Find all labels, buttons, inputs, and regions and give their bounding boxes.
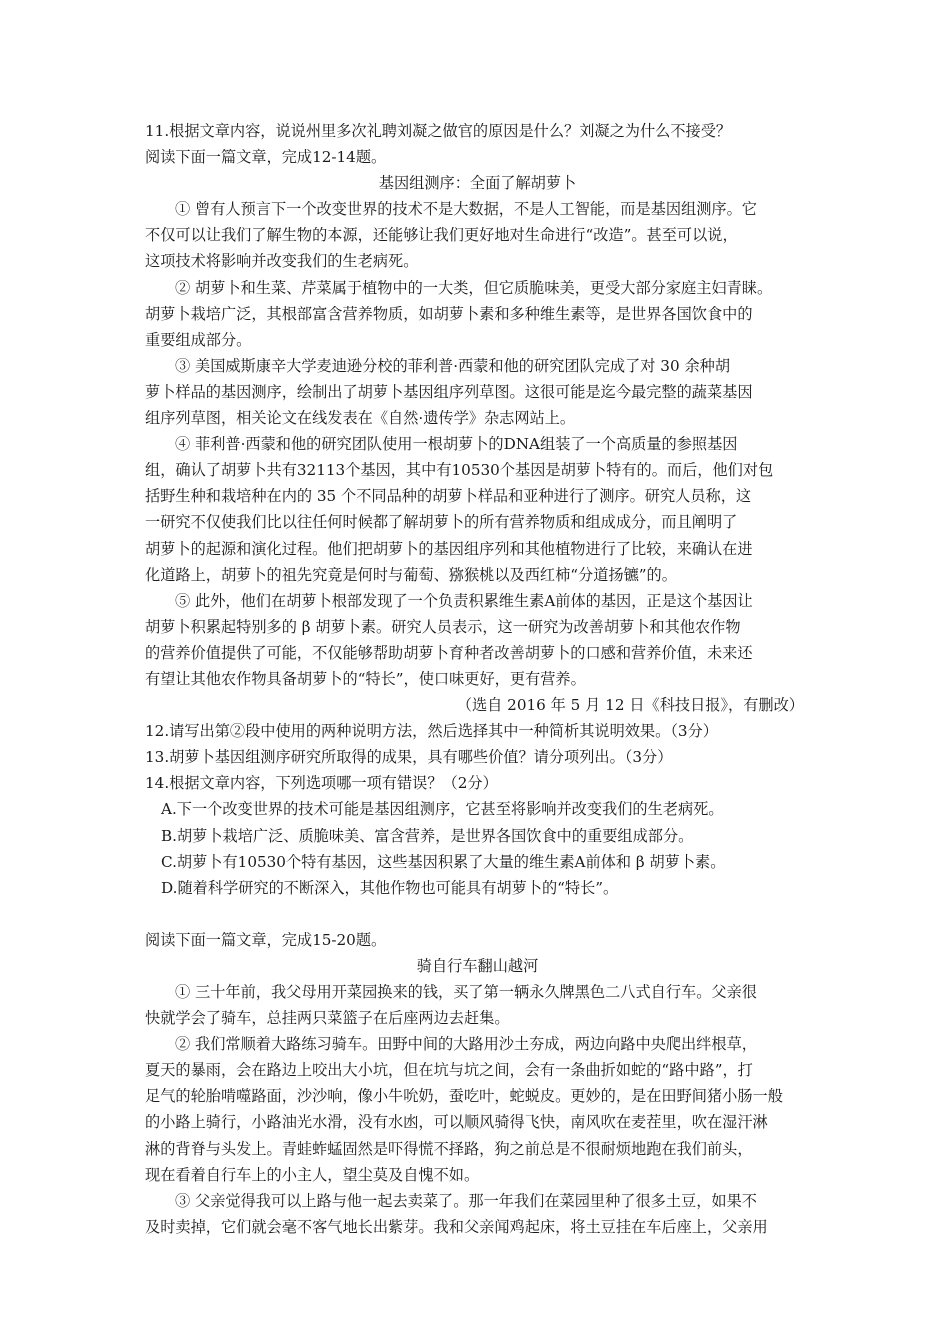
passage1-paragraph-2	[145, 275, 810, 353]
passage1-paragraph-4	[145, 431, 810, 588]
passage1-paragraph-3	[145, 353, 810, 431]
text-line: 及时卖掉，它们就会毫不客气地长出紫芽。我和父亲闻鸡起床，将土豆挂在车后座上，父亲用	[145, 1217, 768, 1236]
text-line: 的营养价值提供了可能，不仅能够帮助胡萝卜育种者改善胡萝卜的口感和营养价值，未来还	[145, 643, 753, 662]
section-gap	[145, 901, 810, 927]
passage1-paragraph-1	[145, 196, 810, 274]
text-line: 这项技术将影响并改变我们的生老病死。	[145, 252, 419, 271]
question-14-option-d: D.随着科学研究的不断深入，其他作物也可能具有胡萝卜的“特长”。	[161, 878, 619, 897]
question-14-option-c: C.胡萝卜有10530个特有基因，这些基因积累了大量的维生素A前体和 β 胡萝卜素。	[161, 852, 726, 871]
text-line: 淋的背脊与头发上。青蛙蚱蜢固然是吓得慌不择路，狗之前总是不很耐烦地跑在我们前头，	[145, 1139, 753, 1158]
passage2-paragraph-1	[145, 979, 810, 1031]
text-line: 胡萝卜栽培广泛，其根部富含营养物质，如胡萝卜素和多种维生素等，是世界各国饮食中的	[145, 304, 753, 323]
text-line: 的小路上骑行，小路油光水滑，没有水凼，可以顺风骑得飞快，南风吹在麦茬里，吹在湿汗淋	[145, 1113, 768, 1132]
text-line: 不仅可以让我们了解生物的本源，还能够让我们更好地对生命进行“改造”。甚至可以说，	[145, 226, 738, 245]
text-line: 重要组成部分。	[145, 330, 252, 349]
question-14: 14.根据文章内容，下列选项哪一项有错误？（2分）	[145, 774, 498, 793]
text-line: 萝卜样品的基因测序，绘制出了胡萝卜基因组序列草图。这很可能是迄今最完整的蔬菜基因	[145, 382, 753, 401]
text-line: 组，确认了胡萝卜共有32113个基因，其中有10530个基因是胡萝卜特有的。而后，他们对包	[145, 461, 774, 480]
question-13: 13.胡萝卜基因组测序研究所取得的成果，具有哪些价值？请分项列出。（3分）	[145, 748, 673, 767]
text-line: 现在看着自行车上的小主人，望尘莫及自愧不如。	[145, 1165, 480, 1184]
question-14-option-a: A.下一个改变世界的技术可能是基因组测序，它甚至将影响并改变我们的生老病死。	[161, 800, 724, 819]
passage2-title: 骑自行车翻山越河	[416, 956, 539, 975]
text-line: 化道路上，胡萝卜的祖先究竟是何时与葡萄、猕猴桃以及西红柿“分道扬镳”的。	[145, 565, 677, 584]
text-line: ① 曾有人预言下一个改变世界的技术不是大数据，不是人工智能，而是基因组测序。它	[175, 200, 757, 219]
text-line: 有望让其他农作物具备胡萝卜的“特长”，使口味更好，更有营养。	[145, 669, 586, 688]
text-line: ③ 美国威斯康辛大学麦迪逊分校的菲利普·西蒙和他的研究团队完成了对 30 余种胡	[175, 356, 731, 375]
question-14-option-b: B.胡萝卜栽培广泛、质脆味美、富含营养，是世界各国饮食中的重要组成部分。	[161, 826, 694, 845]
passage2-paragraph-3	[145, 1188, 810, 1240]
question-12: 12.请写出第②段中使用的两种说明方法，然后选择其中一种简析其说明效果。（3分）	[145, 722, 718, 741]
text-line: ② 我们常顺着大路练习骑车。田野中间的大路用沙土夯成，两边向路中央爬出绊根草，	[175, 1035, 757, 1054]
text-line: 夏天的暴雨，会在路边上咬出大小坑，但在坑与坑之间，会有一条曲折如蛇的“路中路”，打	[145, 1061, 753, 1080]
text-line: 胡萝卜积累起特别多的 β 胡萝卜素。研究人员表示，这一研究为改善胡萝卜和其他农作物	[145, 617, 741, 636]
passage1-title: 基因组测序：全面了解胡萝卜	[378, 174, 577, 193]
passage1-intro: 阅读下面一篇文章，完成12-14题。	[145, 148, 387, 167]
text-line: ④ 菲利普·西蒙和他的研究团队使用一根胡萝卜的DNA组装了一个高质量的参照基因	[175, 435, 738, 454]
text-line: 括野生种和栽培种在内的 35 个不同品种的胡萝卜样品和亚种进行了测序。研究人员称，这	[145, 487, 752, 506]
text-line: ② 胡萝卜和生菜、芹菜属于植物中的一大类，但它质脆味美，更受大部分家庭主妇青睐。	[175, 278, 773, 297]
passage2-paragraph-2	[145, 1031, 810, 1188]
document-page	[145, 118, 810, 1240]
passage1-paragraph-5	[145, 588, 810, 692]
text-line: 快就学会了骑车，总挂两只菜篮子在后座两边去赶集。	[145, 1009, 510, 1028]
text-line: 组序列草图，相关论文在线发表在《自然·遗传学》杂志网站上。	[145, 409, 576, 428]
text-line: 胡萝卜的起源和演化过程。他们把胡萝卜的基因组序列和其他植物进行了比较，来确认在进	[145, 539, 753, 558]
passage2-intro: 阅读下面一篇文章，完成15-20题。	[145, 930, 387, 949]
text-line: ① 三十年前，我父母用开菜园换来的钱，买了第一辆永久牌黑色二八式自行车。父亲很	[175, 983, 757, 1001]
text-line: 一研究不仅使我们比以往任何时候都了解胡萝卜的所有营养物质和组成成分，而且阐明了	[145, 513, 738, 532]
text-line: 足气的轮胎啃噬路面，沙沙响，像小牛吮奶，蚕吃叶，蛇蜕皮。更妙的，是在田野间猪小肠一般	[145, 1087, 783, 1106]
passage1-source: （选自 2016 年 5 月 12 日《科技日报》，有删改）	[456, 696, 804, 715]
text-line: ⑤ 此外，他们在胡萝卜根部发现了一个负责积累维生素A前体的基因，正是这个基因让	[175, 591, 753, 610]
text-line: ③ 父亲觉得我可以上路与他一起去卖菜了。那一年我们在菜园里种了很多土豆，如果不	[175, 1191, 757, 1210]
question-11: 11.根据文章内容，说说州里多次礼聘刘凝之做官的原因是什么？刘凝之为什么不接受？	[145, 122, 732, 140]
